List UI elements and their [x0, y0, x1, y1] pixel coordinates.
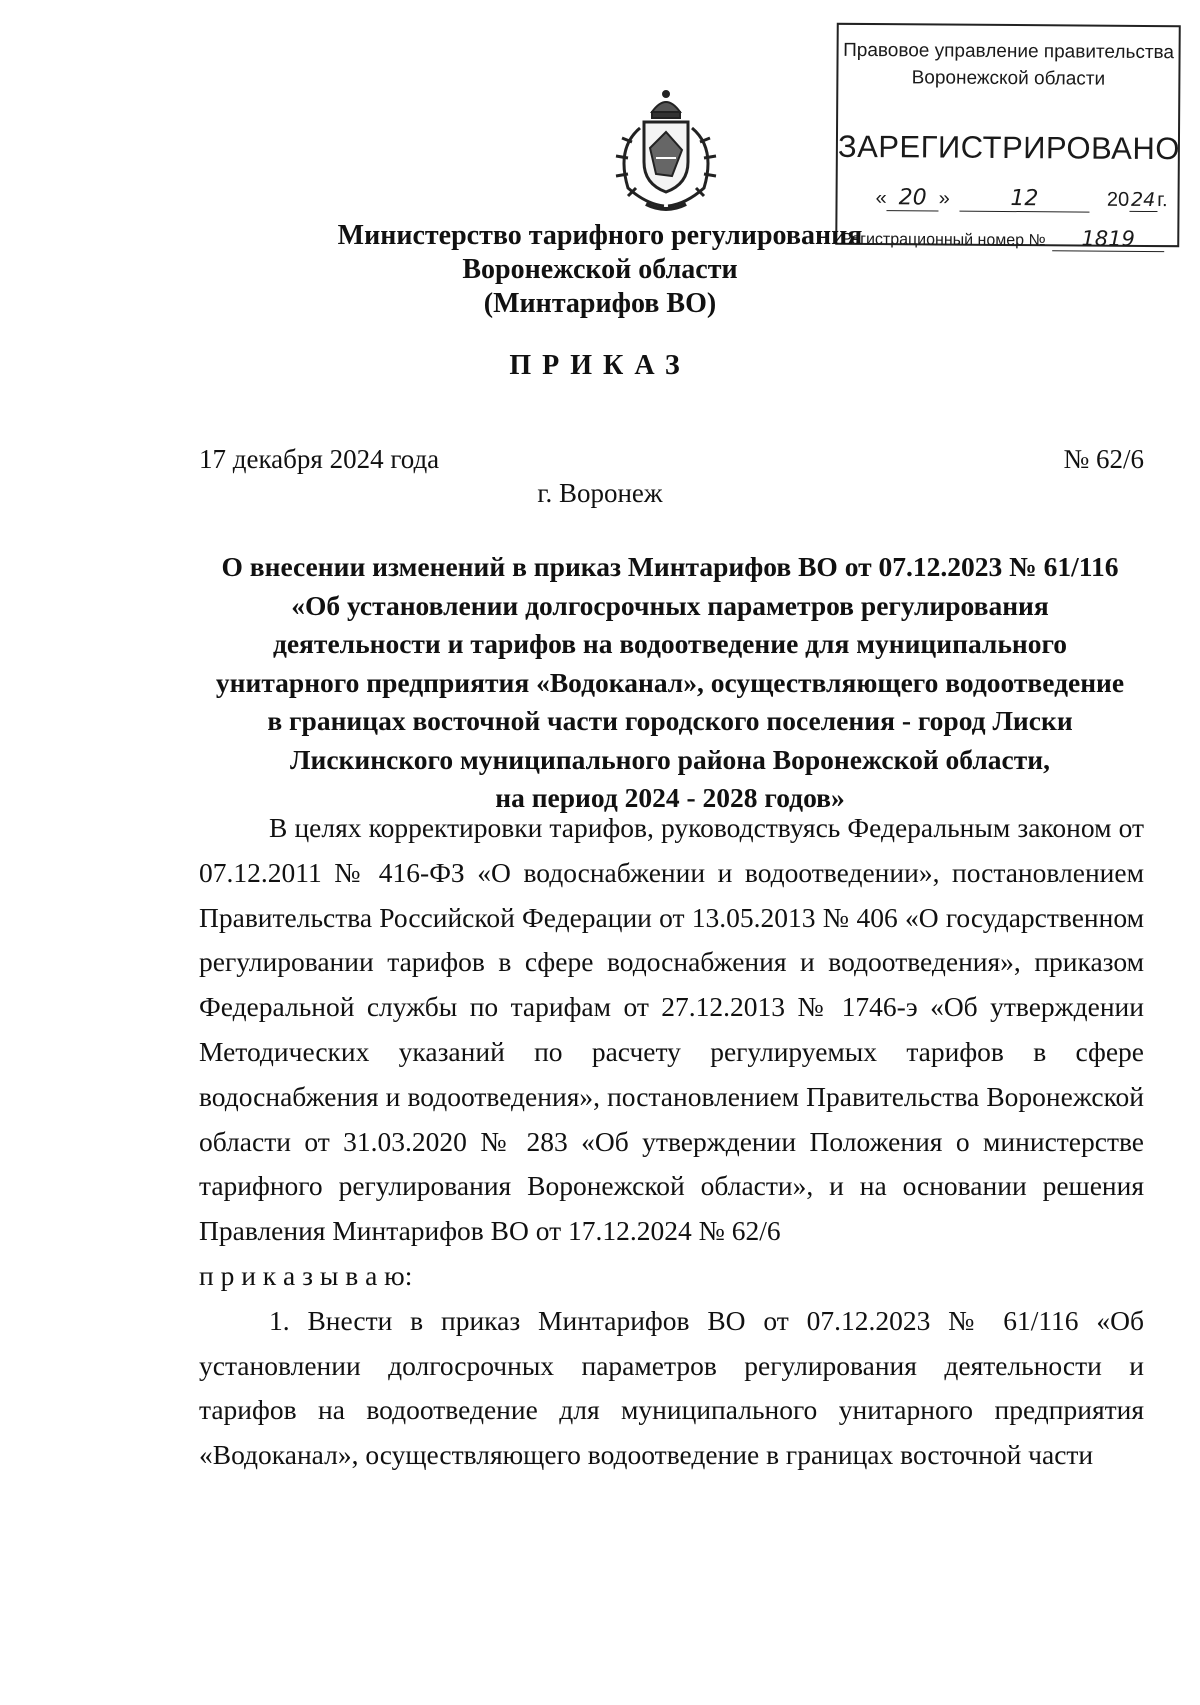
ministry-name	[0, 219, 1200, 321]
ministry-line-2: Воронежской области	[462, 254, 738, 285]
ministry-line-1: Министерство тарифного регулирования	[337, 220, 863, 251]
subject-line: в границах восточной части городского поселения - город Лиски	[267, 705, 1073, 736]
document-body	[199, 806, 1144, 1478]
registration-stamp	[835, 23, 1181, 251]
stamp-reg-label: Регистрационный номер №	[841, 230, 1046, 250]
subject-line: «Об установлении долгосрочных параметров регулирования	[291, 589, 1049, 621]
stamp-registered-label: ЗАРЕГИСТРИРОВАНО	[837, 128, 1181, 167]
stamp-date-year-suffix: 24	[1131, 188, 1156, 212]
ministry-short: (Минтарифов ВО)	[483, 288, 717, 319]
document-date: 17 декабря 2024 года	[199, 444, 440, 474]
document-number: № 62/6	[1063, 444, 1144, 474]
subject-line: О внесении изменений в приказ Минтарифов ВО от 07.12.2023 № 61/116	[221, 551, 1119, 582]
subject-line: на период 2024 - 2028 годов»	[495, 782, 845, 813]
item-1-paragraph: 1. Внести в приказ Минтарифов ВО от 07.12.2023 № 61/116 «Об установлении долгосрочных параметров регулирования деятельности и тарифов на водоотведение для муниципального унитарного предприятия «Водоканал», осуществляющего водоотведение в границах восточной части	[199, 1304, 1144, 1471]
voronezh-coat-of-arms-icon	[606, 88, 726, 216]
stamp-organization: Правовое управление правительства Воронежской области	[843, 39, 1175, 90]
order-word: п р и к а з ы в а ю:	[199, 1259, 413, 1291]
document-subject	[190, 548, 1150, 818]
subject-line: деятельности и тарифов на водоотведение для муниципального	[272, 628, 1068, 659]
document-type: ПРИКАЗ	[509, 350, 691, 381]
subject-line: унитарного предприятия «Водоканал», осуществляющего водоотведение	[215, 666, 1125, 698]
stamp-year-unit: г.	[1157, 189, 1168, 212]
stamp-date-month: 12	[959, 186, 1089, 213]
stamp-date: « 20 » 12 2024г.	[875, 185, 1168, 212]
stamp-date-day: 20	[887, 185, 939, 211]
stamp-reg-number: 1819	[1052, 226, 1164, 252]
subject-line: Лискинского муниципального района Воронежской области,	[290, 743, 1050, 775]
document-city: г. Воронеж	[537, 478, 663, 508]
stamp-date-year-prefix: 20	[1106, 188, 1130, 211]
preamble-paragraph: В целях корректировки тарифов, руководствуясь Федеральным законом от 07.12.2011 № 416-ФЗ «О водоснабжении и водоотведении», постановлением Правительства Российской Федерации от 13.05.2013 № 406 «О государственном регулировании тарифов в сфере водоснабжения и водоотведения», приказом Федеральной службы по тарифам от 27.12.2013 № 1746-э «Об утверждении Методических указаний по расчету регулируемых тарифов в сфере водоснабжения и водоотведения», постановлением Правительства Воронежской области от 31.03.2020 № 283 «Об утверждении Положения о министерстве тарифного регулирования Воронежской области», и на основании решения Правления Минтарифов ВО от 17.12.2024 № 62/6	[199, 812, 1144, 1247]
